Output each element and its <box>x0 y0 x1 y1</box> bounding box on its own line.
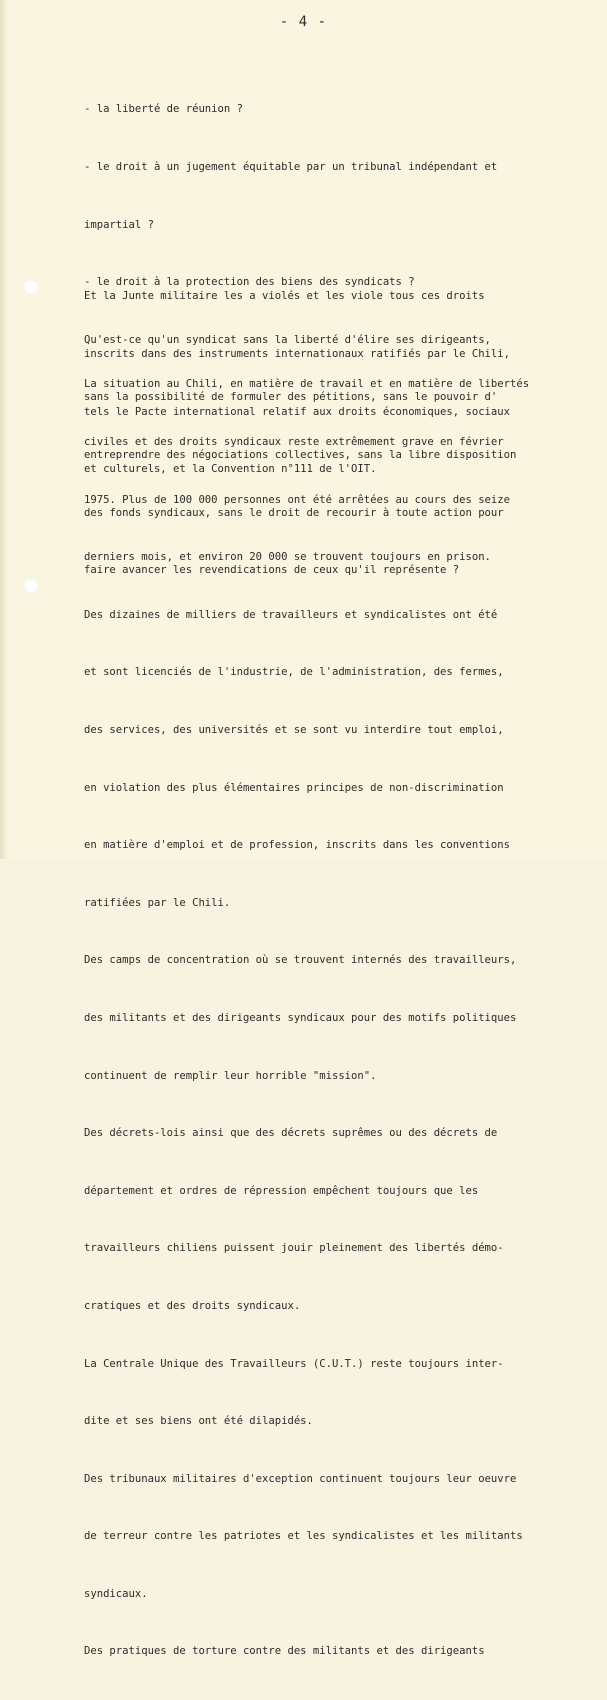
text-line: en matière d'emploi et de profession, inscrits dans les conventions <box>84 839 510 852</box>
punch-hole <box>24 280 38 294</box>
text-line: et culturels, et la Convention n°111 de l'OIT. <box>84 463 377 476</box>
text-line: Des camps de concentration où se trouvent internés des travailleurs, <box>84 954 517 967</box>
text-line: dite et ses biens ont été dilapidés. <box>84 1415 313 1428</box>
page-number: - 4 - <box>279 14 328 30</box>
text-line: des fonds syndicaux, sans le droit de recourir à toute action pour <box>84 506 504 519</box>
text-line: des militants et des dirigeants syndicaux pour des motifs politiques <box>84 1011 517 1024</box>
text-line: civiles et des droits syndicaux reste extrêmement grave en février <box>84 436 504 448</box>
text-line: département et ordres de répression empêchent toujours que les <box>84 1184 479 1197</box>
text-line: entreprendre des négociations collectives, sans la libre disposition <box>84 448 517 461</box>
text-line: Des décrets-lois ainsi que des décrets suprêmes ou des décrets de <box>84 1127 498 1140</box>
text-line: des services, des universités et se sont vu interdire tout emploi, <box>84 723 504 736</box>
text-line: sans la possibilité de formuler des pétitions, sans le pouvoir d' <box>84 391 498 404</box>
text-line: Et la Junte militaire les a violés et les viole tous ces droits <box>84 290 485 303</box>
text-line: syndicaux. <box>84 1587 148 1600</box>
text-line: en violation des plus élémentaires principes de non-discrimination <box>84 781 504 794</box>
text-line: - le droit à la protection des biens des syndicats ? <box>84 276 415 289</box>
text-line: La Centrale Unique des Travailleurs (C.U.T.) reste toujours inter- <box>84 1357 504 1370</box>
text-line: cratiques et des droits syndicaux. <box>84 1299 301 1312</box>
punch-hole <box>24 579 38 593</box>
text-line: tels le Pacte international relatif aux droits économiques, sociaux <box>84 405 510 418</box>
text-line: et sont licenciés de l'industrie, de l'administration, des fermes, <box>84 666 504 679</box>
text-line: Des tribunaux militaires d'exception continuent toujours leur oeuvre <box>84 1472 517 1485</box>
page-edge-shadow <box>0 0 8 859</box>
text-line: - le droit à un jugement équitable par un tribunal indépendant et <box>84 161 498 173</box>
text-line: Des pratiques de torture contre des militants et des dirigeants <box>84 1645 485 1658</box>
text-line: de terreur contre les patriotes et les syndicalistes et les militants <box>84 1530 523 1543</box>
text-line: Des dizaines de milliers de travailleurs et syndicalistes ont été <box>84 608 498 621</box>
text-line: derniers mois, et environ 20 000 se trouvent toujours en prison. <box>84 551 491 564</box>
text-line: travailleurs chiliens puissent jouir pleinement des libertés démo- <box>84 1242 504 1255</box>
text-line: inscrits dans des instruments internationaux ratifiés par le Chili, <box>84 348 510 360</box>
text-line: Qu'est-ce qu'un syndicat sans la liberté d'élire ses dirigeants, <box>84 333 491 346</box>
text-line: La situation au Chili, en matière de travail et en matière de libertés <box>84 378 530 391</box>
text-line: ratifiées par le Chili. <box>84 896 231 909</box>
text-line: impartial ? <box>84 218 154 231</box>
text-line: faire avancer les revendications de ceux qu'il représente ? <box>84 564 460 577</box>
text-line: continuent de remplir leur horrible "mission". <box>84 1069 377 1082</box>
paragraph-situation-chili <box>84 337 596 1700</box>
text-line: 1975. Plus de 100 000 personnes ont été arrêtées au cours des seize <box>84 493 510 506</box>
text-line: - la liberté de réunion ? <box>84 103 243 116</box>
